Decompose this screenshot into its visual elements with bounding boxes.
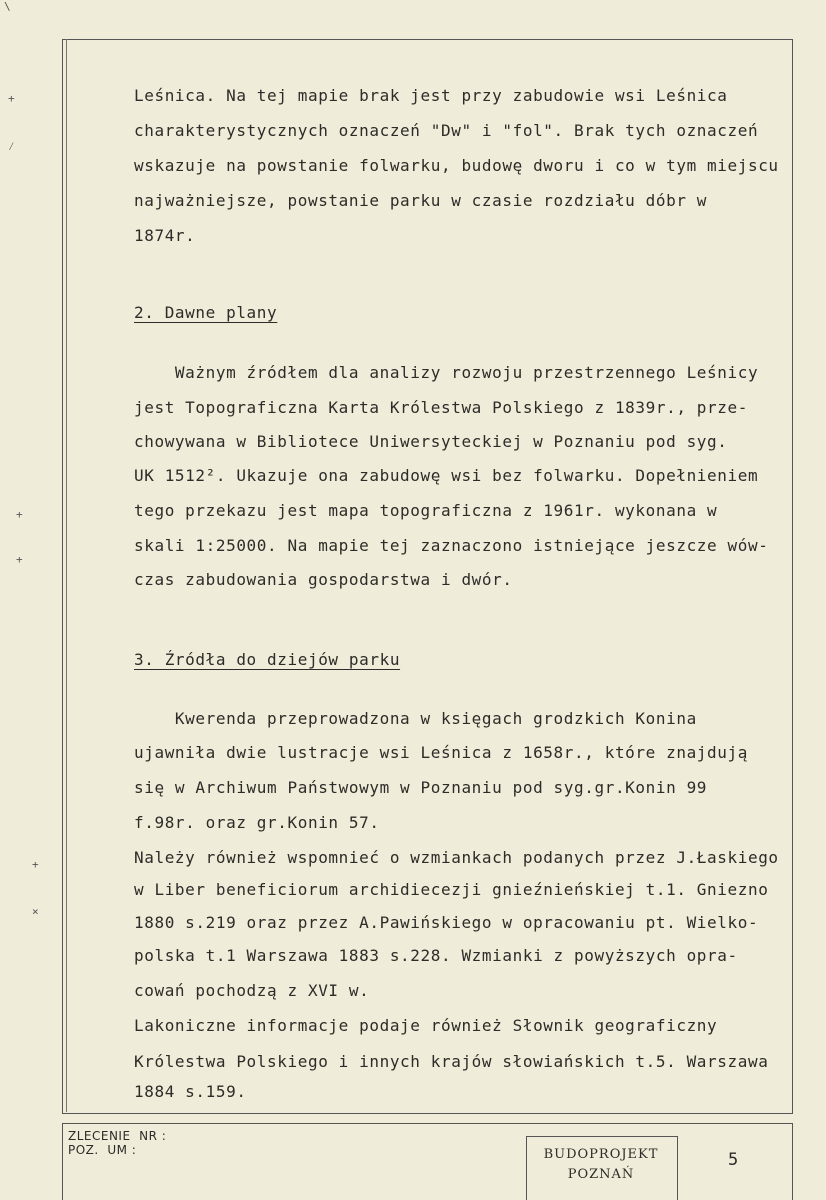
body-line: polska t.1 Warszawa 1883 s.228. Wzmianki z powyższych opra- xyxy=(134,946,738,965)
body-line: się w Archiwum Państwowym w Poznaniu pod syg.gr.Konin 99 xyxy=(134,778,708,797)
body-line: skali 1:25000. Na mapie tej zaznaczono istniejące jeszcze wów- xyxy=(134,536,769,555)
body-line: w Liber beneficiorum archidiecezji gnieźnieńskiej t.1. Gniezno xyxy=(134,880,769,899)
body-line: Ważnym źródłem dla analizy rozwoju przestrzennego Leśnicy xyxy=(134,363,759,382)
body-line: Należy również wspomnieć o wzmiankach podanych przez J.Łaskiego xyxy=(134,848,779,867)
body-line: cowań pochodzą z XVI w. xyxy=(134,981,370,1000)
body-line: ujawniła dwie lustracje wsi Leśnica z 1658r., które znajdują xyxy=(134,743,748,762)
body-line: 1884 s.159. xyxy=(134,1082,247,1101)
corner-mark: \ xyxy=(4,0,11,13)
body-line: czas zabudowania gospodarstwa i dwór. xyxy=(134,570,513,589)
margin-mark: + xyxy=(16,508,23,521)
margin-mark: + xyxy=(16,553,23,566)
body-line: chowywana w Bibliotece Uniwersyteckiej w Poznaniu pod syg. xyxy=(134,432,728,451)
position-label: POZ. UM : xyxy=(68,1143,137,1157)
stamp-company: BUDOPROJEKT xyxy=(543,1147,659,1162)
section-heading: 3. Źródła do dziejów parku xyxy=(134,650,401,669)
body-line: Lakoniczne informacje podaje również Słownik geograficzny xyxy=(134,1016,718,1035)
body-line: jest Topograficzna Karta Królestwa Polskiego z 1839r., prze- xyxy=(134,398,748,417)
body-line: UK 1512². Ukazuje ona zabudowę wsi bez folwarku. Dopełnieniem xyxy=(134,466,759,485)
section-heading: 2. Dawne plany xyxy=(134,303,278,322)
body-line: tego przekazu jest mapa topograficzna z 1961r. wykonana w xyxy=(134,501,718,520)
page-number: 5 xyxy=(728,1150,739,1170)
body-line: wskazuje na powstanie folwarku, budowę dworu i co w tym miejscu xyxy=(134,156,779,175)
margin-mark: ⁄ xyxy=(8,140,15,153)
frame-inner-line xyxy=(66,39,67,1112)
body-line: Kwerenda przeprowadzona w księgach grodzkich Konina xyxy=(134,709,697,728)
margin-mark: + xyxy=(8,92,15,105)
body-line: Leśnica. Na tej mapie brak jest przy zabudowie wsi Leśnica xyxy=(134,86,728,105)
body-line: najważniejsze, powstanie parku w czasie rozdziału dóbr w xyxy=(134,191,708,210)
body-line: Królestwa Polskiego i innych krajów słowiańskich t.5. Warszawa xyxy=(134,1052,769,1071)
body-line: 1874r. xyxy=(134,226,196,245)
stamp-city: POZNAŃ xyxy=(567,1167,635,1182)
margin-mark: + xyxy=(32,858,39,871)
body-line: 1880 s.219 oraz przez A.Pawińskiego w opracowaniu pt. Wielko- xyxy=(134,913,759,932)
margin-mark: × xyxy=(32,905,39,918)
body-line: f.98r. oraz gr.Konin 57. xyxy=(134,813,380,832)
footer-box xyxy=(62,1123,793,1200)
order-number-label: ZLECENIE NR : xyxy=(68,1129,167,1143)
body-line: charakterystycznych oznaczeń "Dw" i "fol". Brak tych oznaczeń xyxy=(134,121,759,140)
